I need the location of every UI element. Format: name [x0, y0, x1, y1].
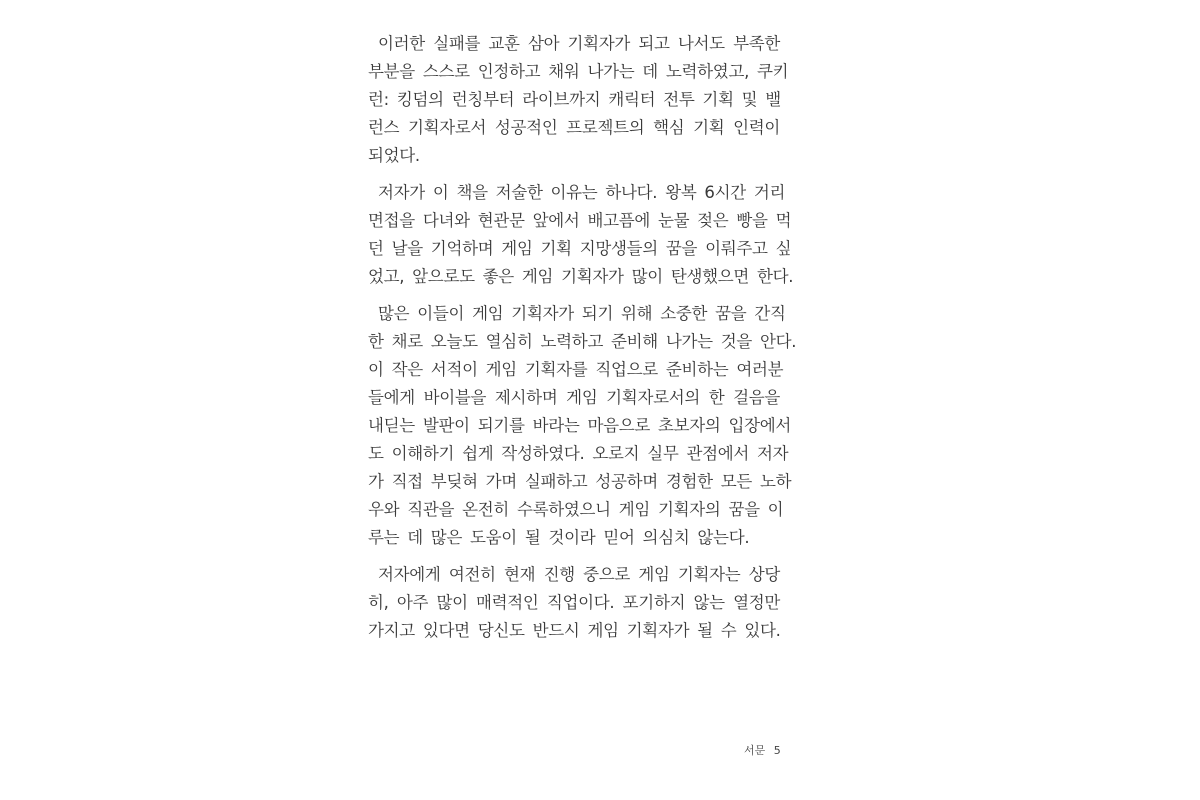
page-footer: [744, 742, 781, 758]
paragraph: [368, 300, 797, 552]
footer-section: 서문: [744, 744, 766, 757]
text-line: 한 채로 오늘도 열심히 노력하고 준비해 나가는 것을 안다.: [368, 332, 797, 351]
text-line: 히, 아주 많이 매력적인 직업이다. 포기하지 않는 열정만: [368, 593, 780, 612]
text-line: 들에게 바이블을 제시하며 게임 기획자로서의 한 걸음을: [368, 388, 780, 407]
paragraph: [368, 179, 794, 291]
text-line: 면접을 다녀와 현관문 앞에서 배고픔에 눈물 젖은 빵을 먹: [368, 211, 792, 230]
text-line: 던 날을 기억하며 게임 기획 지망생들의 꿈을 이뤄주고 싶: [368, 239, 792, 258]
text-line: 런: 킹덤의 런칭부터 라이브까지 캐릭터 전투 기획 및 밸: [368, 90, 781, 109]
text-line: 부분을 스스로 인정하고 채워 나가는 데 노력하였고, 쿠키: [368, 62, 789, 81]
text-line: 내딛는 발판이 되기를 바라는 마음으로 초보자의 입장에서: [368, 416, 792, 435]
text-line: 가 직접 부딪혀 가며 실패하고 성공하며 경험한 모든 노하: [368, 472, 792, 491]
text-line: 도 이해하기 쉽게 작성하였다. 오로지 실무 관점에서 저자: [368, 444, 789, 463]
text-line: 가지고 있다면 당신도 반드시 게임 기획자가 될 수 있다.: [368, 621, 781, 640]
text-line: 이 작은 서적이 게임 기획자를 직업으로 준비하는 여러분: [368, 360, 784, 379]
text-line: 었고, 앞으로도 좋은 게임 기획자가 많이 탄생했으면 한다.: [368, 267, 794, 286]
text-line: 저자에게 여전히 현재 진행 중으로 게임 기획자는 상당: [378, 565, 780, 584]
text-line: 이러한 실패를 교훈 삼아 기획자가 되고 나서도 부족한: [378, 34, 780, 53]
text-line: 런스 기획자로서 성공적인 프로젝트의 핵심 기획 인력이: [368, 118, 780, 137]
text-line: 루는 데 많은 도움이 될 것이라 믿어 의심치 않는다.: [368, 528, 750, 547]
text-line: 많은 이들이 게임 기획자가 되기 위해 소중한 꿈을 간직: [378, 304, 786, 323]
text-line: 저자가 이 책을 저술한 이유는 하나다. 왕복 6시간 거리: [378, 183, 786, 202]
text-line: 우와 직관을 온전히 수록하였으니 게임 기획자의 꿈을 이: [368, 500, 784, 519]
paragraph: [368, 30, 789, 170]
page-number: 5: [773, 744, 781, 757]
text-line: 되었다.: [368, 146, 420, 165]
page-body: [368, 30, 797, 654]
paragraph: [368, 561, 780, 645]
